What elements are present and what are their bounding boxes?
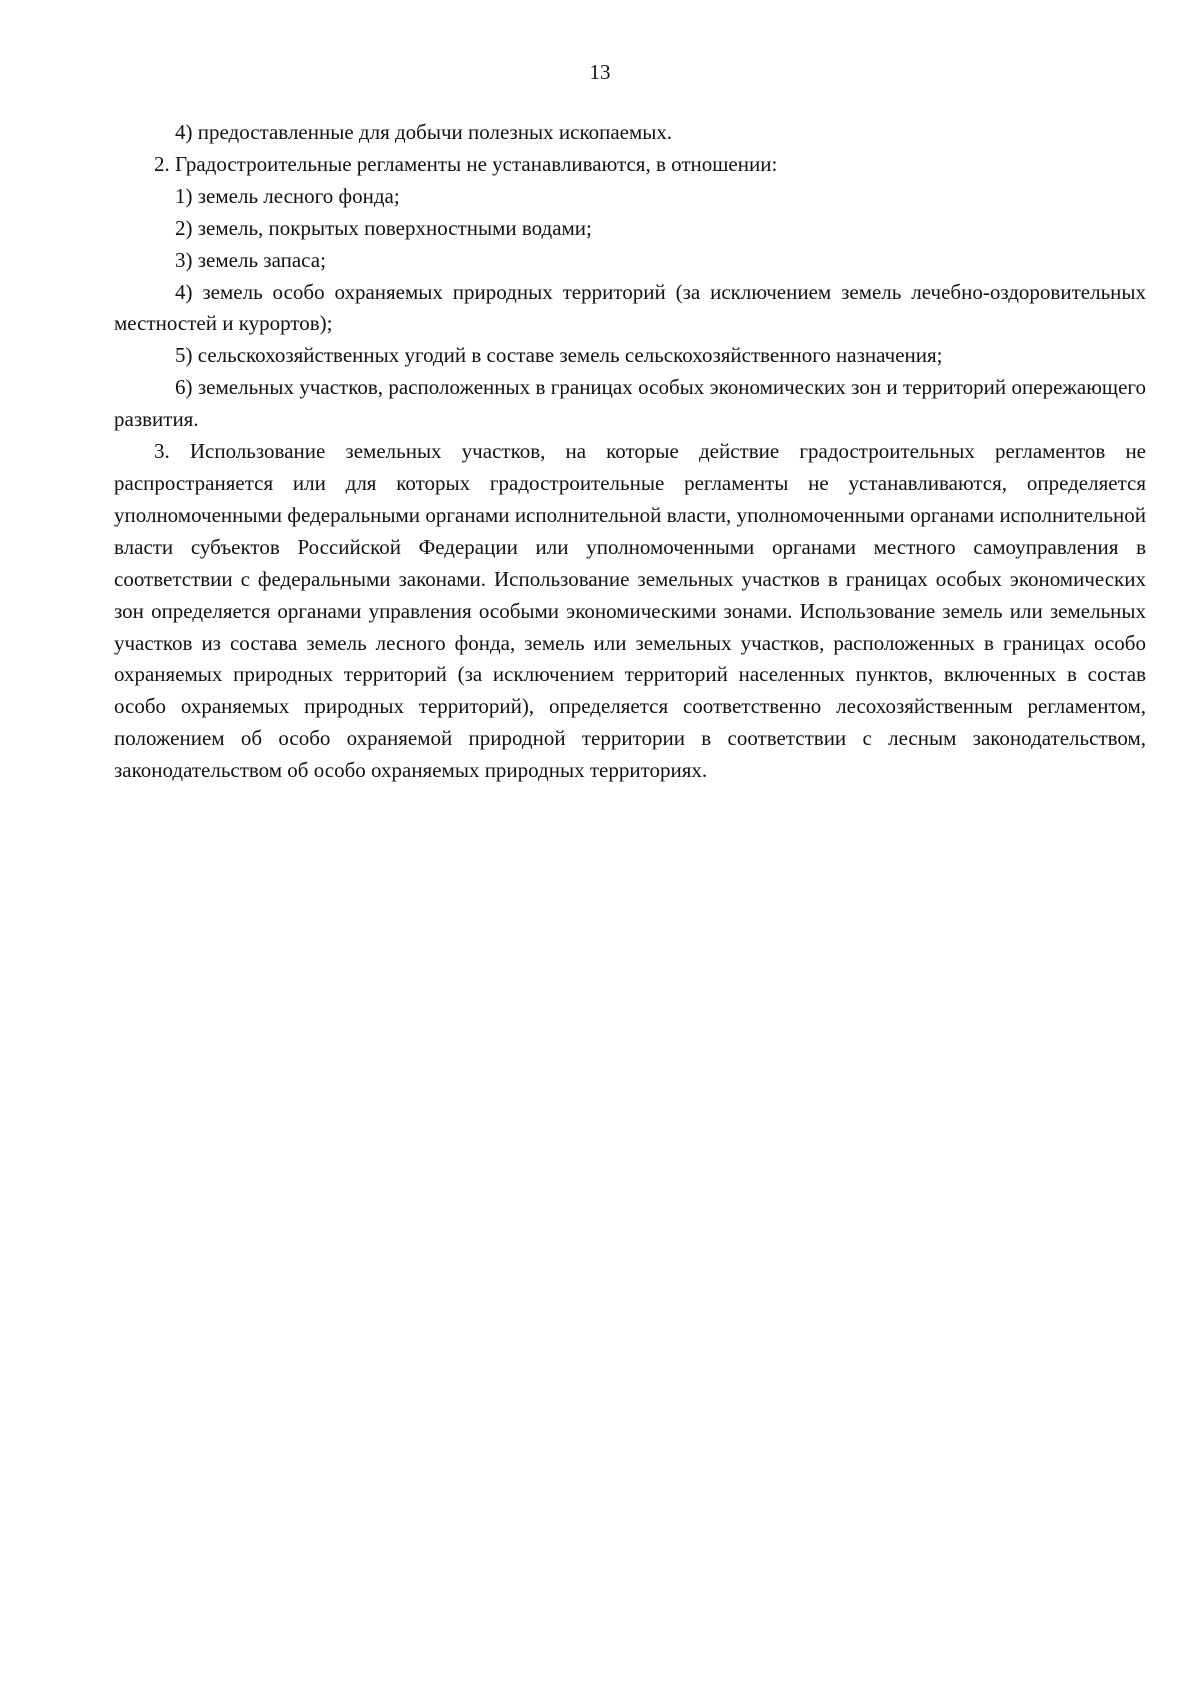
- paragraph-item-2-water-lands: 2) земель, покрытых поверхностными водами;: [175, 215, 592, 240]
- paragraph-item-5-agricultural-lands: 5) сельскохозяйственных угодий в составе земель сельскохозяйственного назначения;: [175, 343, 943, 368]
- page-number: 13: [589, 60, 611, 84]
- paragraph-item-3-reserve-lands: 3) земель запаса;: [175, 247, 326, 272]
- paragraph-item-4-mining: 4) предоставленные для добычи полезных ископаемых.: [175, 120, 673, 144]
- paragraph-item-6-economic-zones: 6) земельных участков, расположенных в границах особых экономических зон и территорий опережающего развития.: [114, 375, 1146, 432]
- paragraph-section-3-land-use: 3. Использование земельных участков, на которые действие градостроительных регламентов не распространяется или для которых градостроительные регламенты не устанавливаются, определяется уполномоченными федеральными органами исполнительной власти, уполномоченными органами исполнительной власти субъектов Российской Федерации или уполномоченными органами местного самоуправления в соответствии с федеральными законами. Использование земельных участков в границах особых экономических зон определяется органами управления особыми экономическими зонами. Использование земель или земельных участков из состава земель лесного фонда, земель или земельных участков, расположенных в границах особо охраняемых природных территорий (за исключением территорий населенных пунктов, включенных в состав особо охраняемых природных территорий), определяется соответственно лесохозяйственным регламентом, положением об особо охраняемой природной территории в соответствии с лесным законодательством, законодательством об особо охраняемых природных территориях.: [114, 439, 1146, 783]
- paragraph-section-2-heading: 2. Градостроительные регламенты не устанавливаются, в отношении:: [154, 151, 778, 176]
- paragraph-item-1-forest-fund: 1) земель лесного фонда;: [175, 183, 400, 208]
- paragraph-item-4-protected-areas: 4) земель особо охраняемых природных территорий (за исключением земель лечебно-оздоровительных местностей и курортов);: [114, 279, 1146, 336]
- document-body: [114, 117, 1146, 787]
